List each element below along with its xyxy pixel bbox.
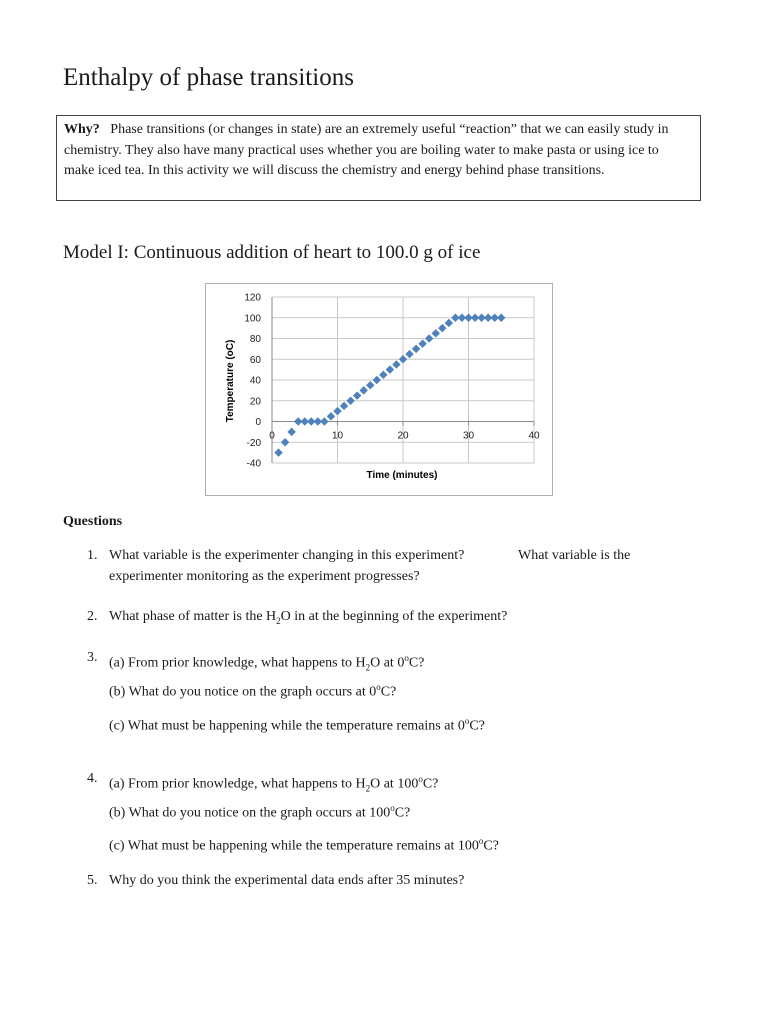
question-4c: (c) What must be happening while the temperature remains at 100$^o$C? bbox=[109, 836, 499, 854]
x-tick-label: 40 bbox=[528, 430, 540, 442]
x-tick-labels bbox=[269, 431, 540, 442]
question-3c: (c) What must be happening while the temperature remains at 0$^o$C? bbox=[109, 716, 485, 734]
question-3 bbox=[87, 648, 687, 673]
data-point bbox=[327, 412, 335, 420]
data-point bbox=[379, 371, 387, 379]
data-point bbox=[425, 334, 433, 342]
question-number: 3. bbox=[87, 650, 98, 665]
question-number: 2. bbox=[87, 609, 98, 624]
x-axis-label: Time (minutes) bbox=[366, 470, 438, 481]
question-1 bbox=[87, 546, 687, 590]
data-point bbox=[274, 448, 282, 456]
y-tick-label: 0 bbox=[255, 417, 261, 428]
data-point bbox=[497, 314, 505, 322]
y-tick-label: -40 bbox=[246, 458, 261, 470]
question-4b: (b) What do you notice on the graph occurs at 100$^o$C? bbox=[109, 803, 411, 821]
question-text: What variable is the experimenter changing in this experiment? bbox=[109, 548, 465, 563]
question-text-a: (a) From prior knowledge, what happens to $H_2O$ at 100$^o$C? bbox=[109, 774, 439, 794]
question-text-3: experimenter monitoring as the experiment progresses? bbox=[109, 569, 420, 584]
y-tick-label: 40 bbox=[249, 375, 261, 387]
page-title: Enthalpy of phase transitions bbox=[63, 64, 354, 91]
x-tick-label: 30 bbox=[462, 430, 475, 442]
data-point bbox=[412, 345, 420, 353]
question-3b: (b) What do you notice on the graph occurs at 0$^o$C? bbox=[109, 682, 397, 700]
why-box bbox=[56, 115, 701, 201]
y-tick-label: -20 bbox=[246, 437, 261, 449]
data-point bbox=[340, 402, 348, 410]
data-point bbox=[333, 407, 341, 415]
data-point bbox=[399, 355, 407, 363]
y-tick-label: 60 bbox=[249, 354, 261, 366]
chart-frame bbox=[205, 283, 553, 496]
data-point bbox=[405, 350, 413, 358]
x-tick-label: 20 bbox=[397, 430, 409, 442]
question-text-a: (a) From prior knowledge, what happens to $H_2O$ at 0$^o$C? bbox=[109, 653, 425, 673]
question-4 bbox=[87, 769, 687, 794]
y-tick-label: 20 bbox=[249, 396, 261, 408]
question-number: 4. bbox=[87, 771, 98, 786]
y-tick-labels bbox=[244, 293, 261, 470]
data-point bbox=[438, 324, 446, 332]
y-tick-label: 100 bbox=[244, 313, 261, 325]
x-tick-label: 10 bbox=[331, 430, 344, 442]
data-point bbox=[287, 428, 295, 436]
question-text: What phase of matter is the $H_2O$ in at the beginning of the experiment? bbox=[109, 609, 508, 626]
question-2 bbox=[87, 607, 687, 627]
question-number: 5. bbox=[87, 873, 98, 888]
y-tick-label: 120 bbox=[244, 292, 261, 304]
why-text: Phase transitions (or changes in state) are an extremely useful “reaction” that we can easily study in chemistry. They also have many practical uses whether you are boiling water to make pasta or using ice to make iced tea. In this activity we will discuss the chemistry and energy behind phase transitions. bbox=[64, 122, 669, 178]
data-point bbox=[366, 381, 374, 389]
data-point bbox=[418, 339, 426, 347]
question-text-2: What variable is the bbox=[518, 548, 631, 563]
y-tick-label: 80 bbox=[249, 334, 261, 345]
why-label: Why? bbox=[64, 122, 100, 137]
data-point bbox=[445, 319, 453, 327]
data-point bbox=[320, 417, 328, 425]
y-axis-label: Temperature (oC) bbox=[225, 339, 236, 423]
data-point bbox=[281, 438, 289, 446]
question-5 bbox=[87, 871, 687, 891]
data-point bbox=[373, 376, 381, 384]
data-point bbox=[360, 386, 368, 394]
temperature-chart bbox=[206, 284, 554, 497]
model-title: Model I: Continuous addition of heart to 100.0 g of ice bbox=[63, 242, 481, 263]
question-number: 1. bbox=[87, 548, 98, 563]
questions-heading: Questions bbox=[63, 514, 123, 529]
data-point bbox=[353, 391, 361, 399]
x-tick-label: 0 bbox=[269, 430, 275, 442]
data-point bbox=[392, 360, 400, 368]
data-point bbox=[432, 329, 440, 337]
data-point bbox=[346, 397, 354, 405]
data-point bbox=[386, 365, 394, 373]
question-text: Why do you think the experimental data ends after 35 minutes? bbox=[109, 873, 465, 888]
